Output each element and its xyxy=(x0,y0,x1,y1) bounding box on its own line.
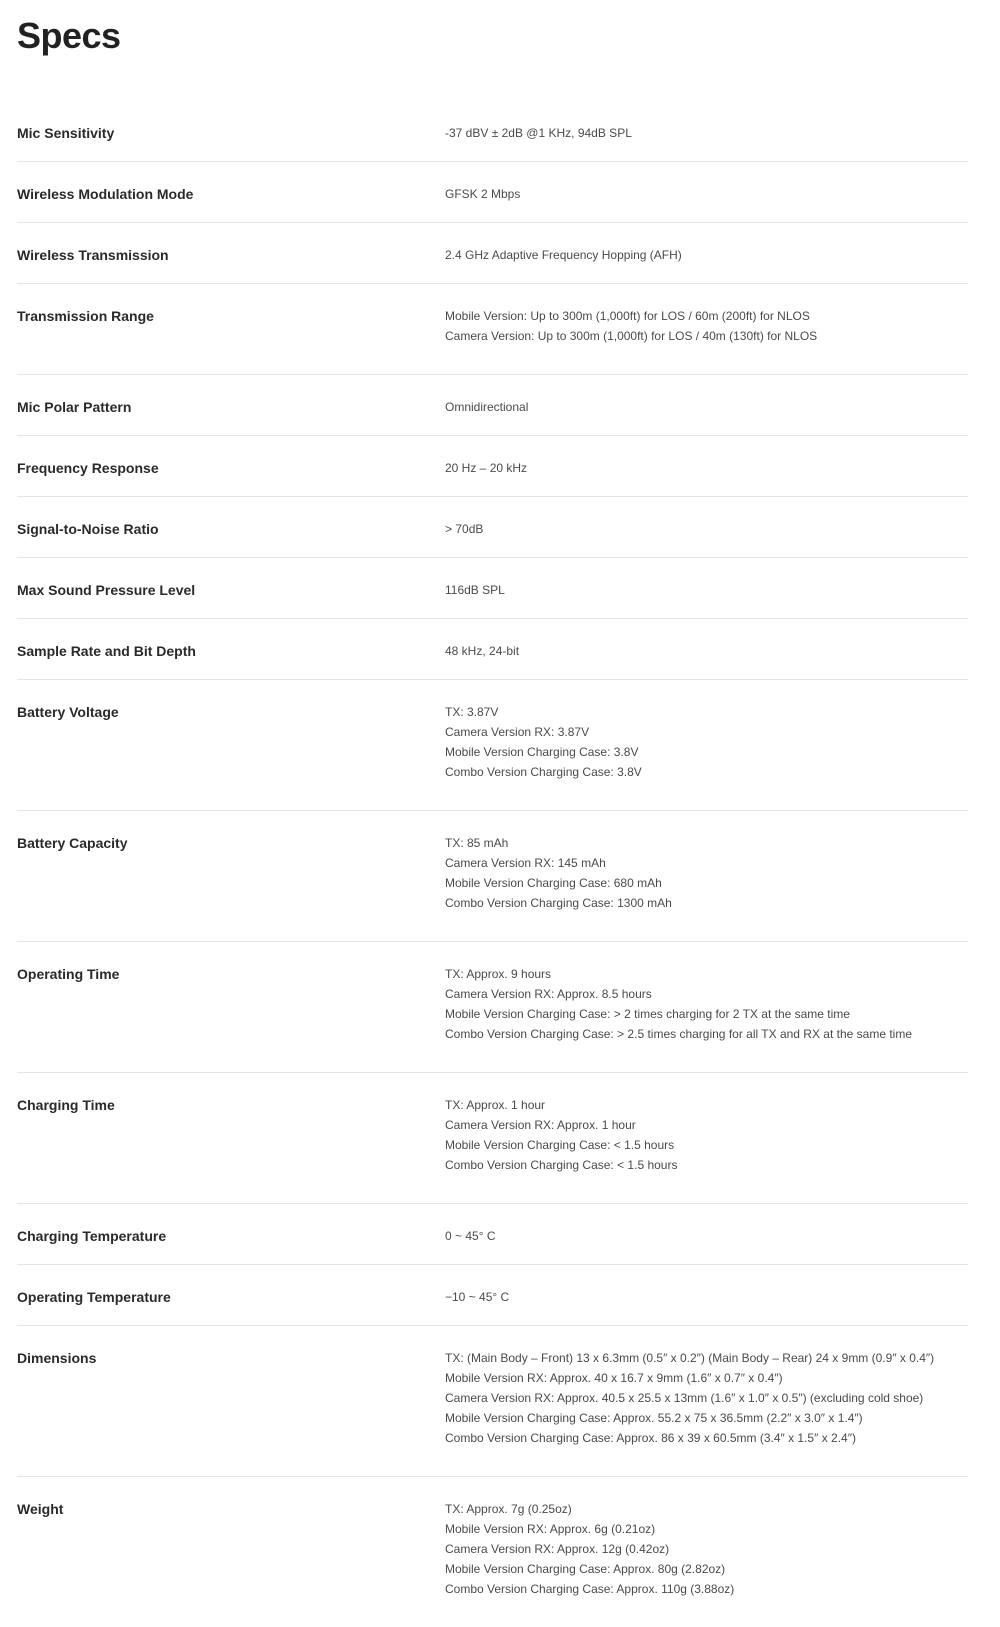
spec-value: Camera Version RX: Approx. 12g (0.42oz) xyxy=(445,1542,670,1556)
spec-value: Mobile Version Charging Case: 680 mAh xyxy=(445,876,662,890)
spec-values xyxy=(445,123,968,143)
spec-values xyxy=(445,1348,968,1448)
spec-label: Battery Capacity xyxy=(17,835,128,851)
spec-value: Mobile Version Charging Case: 3.8V xyxy=(445,745,639,759)
spec-value: Mobile Version Charging Case: < 1.5 hours xyxy=(445,1138,675,1152)
page-title: Specs xyxy=(17,15,121,56)
spec-value: Camera Version RX: Approx. 40.5 x 25.5 x 13mm (1.6″ x 1.0″ x 0.5″) (excluding cold shoe) xyxy=(445,1391,924,1405)
spec-label: Operating Time xyxy=(17,966,120,982)
spec-values xyxy=(445,1226,968,1246)
spec-label: Wireless Transmission xyxy=(17,247,169,263)
spec-row xyxy=(17,1477,968,1627)
spec-values xyxy=(445,397,968,417)
spec-label: Transmission Range xyxy=(17,308,154,324)
spec-values xyxy=(445,1499,968,1599)
spec-row xyxy=(17,680,968,811)
spec-label: Operating Temperature xyxy=(17,1289,171,1305)
spec-values xyxy=(445,519,968,539)
spec-value: Camera Version RX: 145 mAh xyxy=(445,856,606,870)
spec-label: Charging Time xyxy=(17,1097,115,1113)
spec-values xyxy=(445,580,968,600)
spec-value: Combo Version Charging Case: 3.8V xyxy=(445,765,642,779)
spec-value: Combo Version Charging Case: Approx. 110g (3.88oz) xyxy=(445,1582,735,1596)
spec-value: Mobile Version RX: Approx. 40 x 16.7 x 9mm (1.6″ x 0.7″ x 0.4″) xyxy=(445,1371,783,1385)
spec-row xyxy=(17,101,968,162)
spec-label: Sample Rate and Bit Depth xyxy=(17,643,196,659)
spec-value: Camera Version RX: Approx. 1 hour xyxy=(445,1118,636,1132)
spec-label: Signal-to-Noise Ratio xyxy=(17,521,159,537)
spec-value: −10 ~ 45° C xyxy=(445,1290,510,1304)
spec-row xyxy=(17,223,968,284)
spec-values xyxy=(445,184,968,204)
spec-table xyxy=(17,101,968,1627)
spec-value: 48 kHz, 24-bit xyxy=(445,644,520,658)
spec-values xyxy=(445,833,968,913)
spec-value: Mobile Version Charging Case: Approx. 55.2 x 75 x 36.5mm (2.2″ x 3.0″ x 1.4″) xyxy=(445,1411,863,1425)
spec-row xyxy=(17,162,968,223)
spec-value: Camera Version: Up to 300m (1,000ft) for LOS / 40m (130ft) for NLOS xyxy=(445,329,818,343)
spec-value: Combo Version Charging Case: Approx. 86 x 39 x 60.5mm (3.4″ x 1.5″ x 2.4″) xyxy=(445,1431,856,1445)
spec-row xyxy=(17,558,968,619)
spec-row xyxy=(17,497,968,558)
spec-value: Combo Version Charging Case: > 2.5 times charging for all TX and RX at the same time xyxy=(445,1027,913,1041)
spec-value: TX: Approx. 7g (0.25oz) xyxy=(445,1502,572,1516)
spec-values xyxy=(445,245,968,265)
spec-label: Weight xyxy=(17,1501,64,1517)
spec-values xyxy=(445,306,968,346)
spec-label: Dimensions xyxy=(17,1350,97,1366)
spec-row xyxy=(17,1073,968,1204)
spec-value: 0 ~ 45° C xyxy=(445,1229,496,1243)
spec-label: Charging Temperature xyxy=(17,1228,167,1244)
spec-row xyxy=(17,942,968,1073)
spec-row xyxy=(17,811,968,942)
spec-value: Mobile Version Charging Case: > 2 times charging for 2 TX at the same time xyxy=(445,1007,850,1021)
spec-value: TX: 85 mAh xyxy=(445,836,509,850)
spec-value: Combo Version Charging Case: < 1.5 hours xyxy=(445,1158,678,1172)
spec-row xyxy=(17,436,968,497)
spec-row xyxy=(17,375,968,436)
spec-row xyxy=(17,1326,968,1477)
spec-row xyxy=(17,619,968,680)
spec-value: 116dB SPL xyxy=(445,583,505,597)
spec-label: Mic Polar Pattern xyxy=(17,399,132,415)
spec-value: Camera Version RX: 3.87V xyxy=(445,725,590,739)
spec-value: Camera Version RX: Approx. 8.5 hours xyxy=(445,987,652,1001)
spec-row xyxy=(17,1265,968,1326)
spec-label: Battery Voltage xyxy=(17,704,119,720)
spec-label: Max Sound Pressure Level xyxy=(17,582,196,598)
spec-value: Omnidirectional xyxy=(445,400,529,414)
spec-values xyxy=(445,641,968,661)
spec-label: Mic Sensitivity xyxy=(17,125,115,141)
spec-label: Frequency Response xyxy=(17,460,159,476)
spec-values xyxy=(445,964,968,1044)
spec-values xyxy=(445,702,968,782)
spec-row xyxy=(17,284,968,375)
spec-value: TX: Approx. 9 hours xyxy=(445,967,552,981)
spec-values xyxy=(445,458,968,478)
spec-value: -37 dBV ± 2dB @1 KHz, 94dB SPL xyxy=(445,126,632,140)
spec-value: TX: 3.87V xyxy=(445,705,499,719)
spec-value: > 70dB xyxy=(445,522,484,536)
spec-values xyxy=(445,1095,968,1175)
spec-value: TX: (Main Body – Front) 13 x 6.3mm (0.5″ x 0.2″) (Main Body – Rear) 24 x 9mm (0.9″ x 0.4″) xyxy=(445,1351,935,1365)
spec-label: Wireless Modulation Mode xyxy=(17,186,194,202)
spec-value: Mobile Version RX: Approx. 6g (0.21oz) xyxy=(445,1522,656,1536)
spec-value: TX: Approx. 1 hour xyxy=(445,1098,546,1112)
spec-values xyxy=(445,1287,968,1307)
spec-value: 2.4 GHz Adaptive Frequency Hopping (AFH) xyxy=(445,248,682,262)
spec-value: 20 Hz – 20 kHz xyxy=(445,461,528,475)
spec-value: Mobile Version: Up to 300m (1,000ft) for LOS / 60m (200ft) for NLOS xyxy=(445,309,810,323)
spec-value: GFSK 2 Mbps xyxy=(445,187,521,201)
spec-value: Combo Version Charging Case: 1300 mAh xyxy=(445,896,672,910)
spec-row xyxy=(17,1204,968,1265)
spec-value: Mobile Version Charging Case: Approx. 80g (2.82oz) xyxy=(445,1562,726,1576)
